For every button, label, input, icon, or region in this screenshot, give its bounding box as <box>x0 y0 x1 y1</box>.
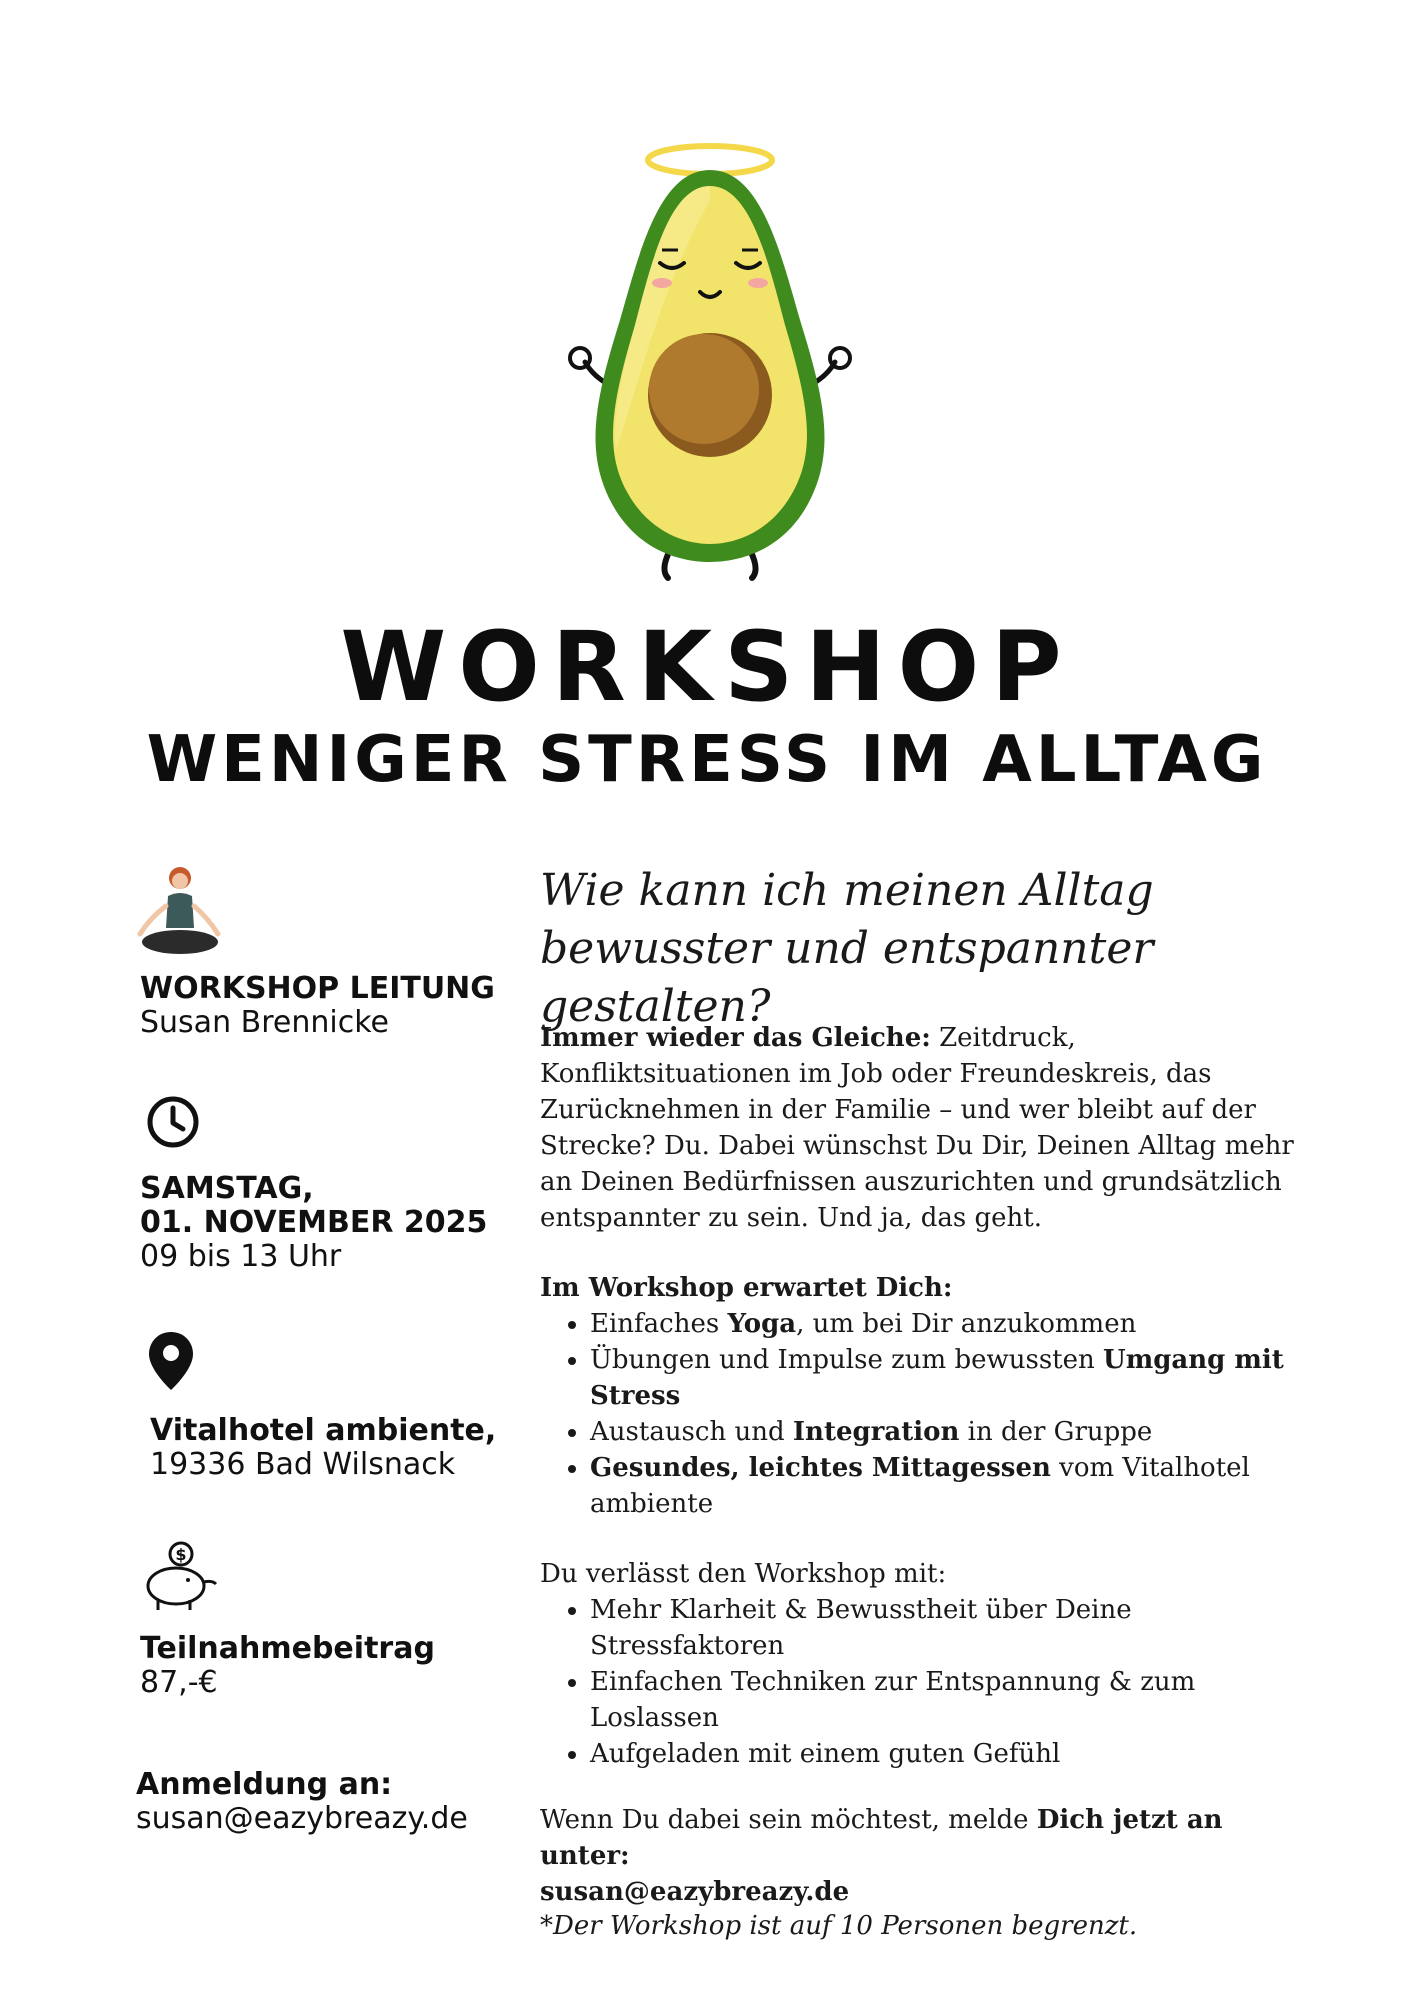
call-to-action <box>540 1802 1300 1910</box>
fee-amount: 87,-€ <box>140 1665 218 1700</box>
question-line-2: bewusster und entspannter gestalten? <box>540 923 1154 1032</box>
leave-section <box>540 1556 1300 1772</box>
list-item: • Gesundes, leichtes Mittagessen vom Vitalhotel ambiente <box>590 1450 1300 1522</box>
avocado-mascot-icon <box>500 130 920 590</box>
fee-label: Teilnahmebeitrag <box>140 1631 435 1666</box>
cta-bold: Dich jetzt an unter: <box>540 1805 1223 1871</box>
question-line-1: Wie kann ich meinen Alltag <box>540 865 1154 916</box>
piggy-bank-icon <box>140 1540 220 1612</box>
expect-list <box>540 1306 1300 1522</box>
signup-label: Anmeldung an: <box>136 1767 393 1802</box>
list-item: • Übungen und Impulse zum bewussten Umgang mit Stress <box>590 1342 1300 1414</box>
intro-text: Zeitdruck, Konfliktsituationen im Job oder Freundeskreis, das Zurücknehmen in der Familie – und wer bleibt auf der Strecke? Du. Dabei wünschst Du Dir, Deinen Alltag mehr an Deinen Bedürfnissen auszurichten und grundsätzlich entspannter zu sein. Und ja, das geht. <box>540 1023 1294 1233</box>
cta-text: Wenn Du dabei sein möchtest, melde <box>540 1805 1037 1835</box>
signup-email[interactable]: susan@eazybreazy.de <box>136 1801 468 1836</box>
intro-paragraph <box>540 1020 1300 1236</box>
leader-name: Susan Brennicke <box>140 1005 389 1040</box>
workshop-location <box>150 1414 530 1482</box>
expect-heading: Im Workshop erwartet Dich: <box>540 1273 953 1303</box>
leave-list <box>540 1592 1300 1772</box>
cta-email[interactable]: susan@eazybreazy.de <box>540 1877 850 1907</box>
page-subtitle: WENIGER STRESS IM ALLTAG <box>146 723 1268 797</box>
footnote-text: *Der Workshop ist auf 10 Personen begrenzt. <box>540 1911 1138 1941</box>
date-weekday: SAMSTAG, <box>140 1171 314 1206</box>
footnote <box>540 1908 1300 1944</box>
list-item: • Einfaches Yoga, um bei Dir anzukommen <box>590 1306 1300 1342</box>
date-day: 01. NOVEMBER 2025 <box>140 1205 488 1240</box>
leave-heading: Du verlässt den Workshop mit: <box>540 1559 947 1589</box>
date-time: 09 bis 13 Uhr <box>140 1239 342 1274</box>
headline-question <box>540 862 1300 1036</box>
workshop-date <box>140 1172 520 1274</box>
leader-label: WORKSHOP LEITUNG <box>140 971 495 1006</box>
list-item: • Austausch und Integration in der Gruppe <box>590 1414 1300 1450</box>
page-title: WORKSHOP <box>340 611 1074 723</box>
meditating-woman-icon <box>136 862 222 962</box>
expect-section <box>540 1270 1300 1522</box>
clock-icon <box>146 1095 200 1149</box>
svg-text:$: $ <box>175 1545 187 1564</box>
list-item: • Einfachen Techniken zur Entspannung & zum Loslassen <box>590 1664 1300 1736</box>
venue-address: 19336 Bad Wilsnack <box>150 1447 456 1482</box>
signup-info <box>136 1768 516 1836</box>
intro-bold: Immer wieder das Gleiche: <box>540 1023 931 1053</box>
halo-icon <box>648 146 772 174</box>
workshop-leader <box>140 972 520 1040</box>
list-item: • Mehr Klarheit & Bewusstheit über Deine Stressfaktoren <box>590 1592 1300 1664</box>
venue-name: Vitalhotel ambiente, <box>150 1413 497 1448</box>
participation-fee <box>140 1632 520 1700</box>
list-item: • Aufgeladen mit einem guten Gefühl <box>590 1736 1300 1772</box>
map-pin-icon <box>147 1330 195 1392</box>
